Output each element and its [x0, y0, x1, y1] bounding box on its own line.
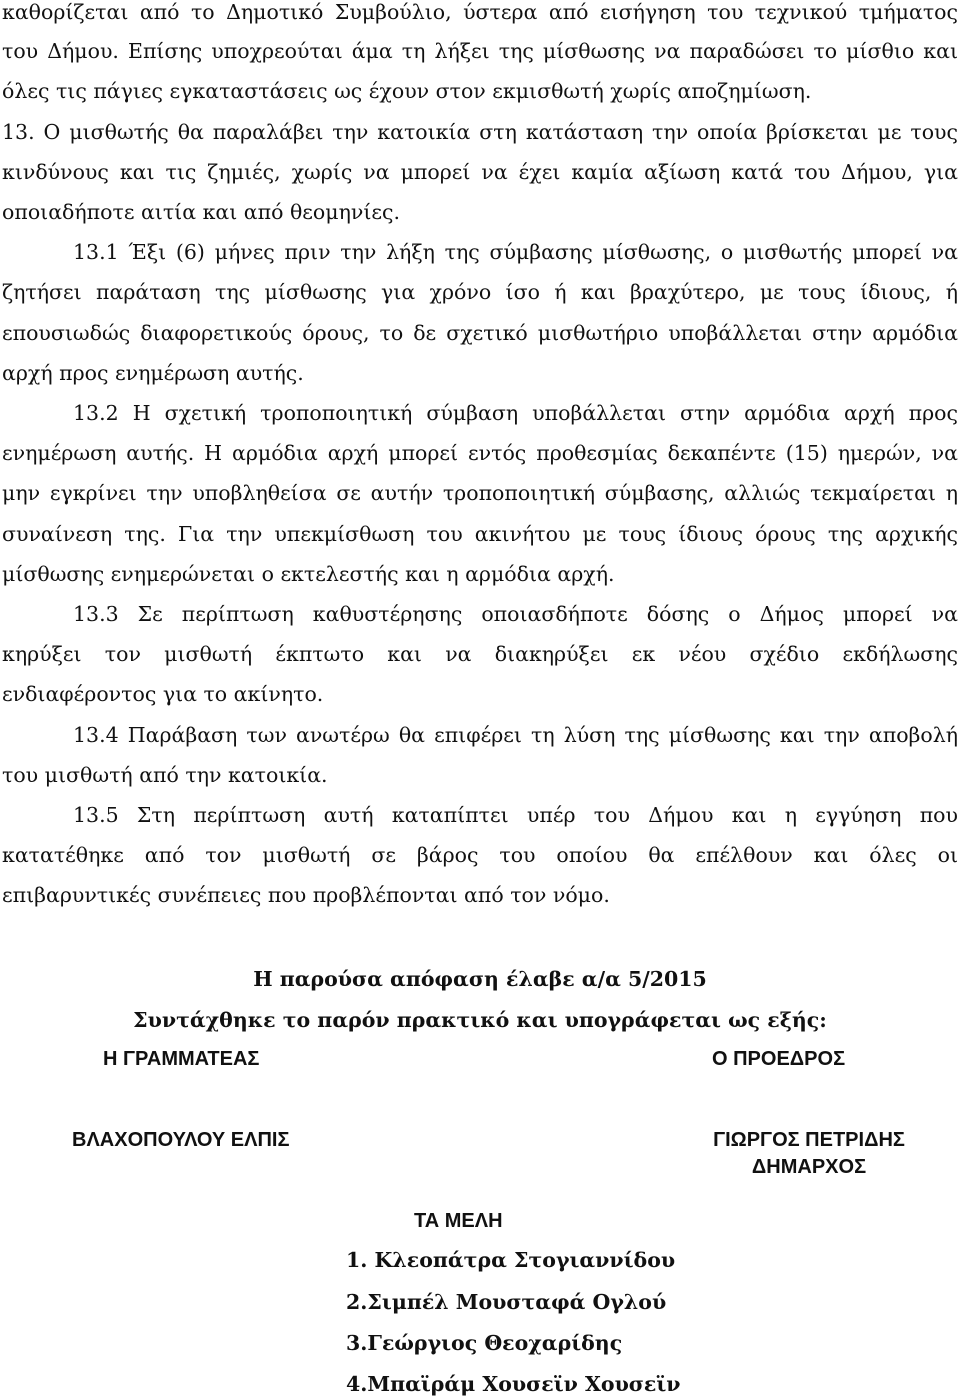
body-line: 13.1 Έξι (6) μήνες πριν την λήξη της σύμβασης μίσθωσης, ο μισθωτής μπορεί να	[73, 240, 958, 264]
body-line: καθορίζεται από το Δημοτικό Συμβούλιο, ύστερα από εισήγηση του τεχνικού τμήματος	[2, 0, 958, 24]
members-title: ΤΑ ΜΕΛΗ	[414, 1210, 503, 1232]
body-line: επιβαρυντικές συνέπειες που προβλέπονται από τον νόμο.	[2, 883, 610, 907]
body-line: μίσθωσης ενημερώνεται ο εκτελεστής και η αρμόδια αρχή.	[2, 562, 615, 586]
member-item: 4.Μπαϊράμ Χουσεϊν Χουσεϊν	[346, 1372, 681, 1396]
body-line: του Δήμου. Επίσης υποχρεούται άμα τη λήξει της μίσθωσης να παραδώσει το μίσθιο και	[2, 39, 958, 63]
signature-line: Συντάχθηκε το παρόν πρακτικό και υπογράφεται ως εξής:	[133, 1008, 827, 1032]
body-line: κινδύνους και τις ζημιές, χωρίς να μπορεί να έχει καμία αξίωση κατά του Δήμου, για	[2, 160, 958, 184]
president-name: ΓΙΩΡΓΟΣ ΠΕΤΡΙΔΗΣ	[713, 1129, 905, 1151]
body-line: κατατέθηκε από τον μισθωτή σε βάρος του οποίου θα επέλθουν και όλες οι	[2, 843, 958, 867]
body-line: κηρύξει τον μισθωτή έκπτωτο και να διακηρύξει εκ νέου σχέδιο εκδήλωσης	[2, 642, 958, 666]
member-item: 3.Γεώργιος Θεοχαρίδης	[346, 1331, 623, 1355]
body-line: συναίνεση της. Για την υπεκμίσθωση του ακινήτου με τους ίδιους όρους της αρχικής	[2, 522, 958, 546]
decision-line: Η παρούσα απόφαση έλαβε α/α 5/2015	[253, 967, 707, 991]
president-role: ΔΗΜΑΡΧΟΣ	[751, 1156, 867, 1178]
body-line: επουσιωδώς διαφορετικούς όρους, το δε σχετικό μισθωτήριο υποβάλλεται στην αρμόδια	[2, 321, 958, 345]
body-line: ενδιαφέροντος για το ακίνητο.	[2, 682, 324, 706]
secretary-title: Η ΓΡΑΜΜΑΤΕΑΣ	[103, 1048, 260, 1070]
body-line: 13.2 Η σχετική τροποποιητική σύμβαση υποβάλλεται στην αρμόδια αρχή προς	[73, 401, 958, 425]
president-title: Ο ΠΡΟΕΔΡΟΣ	[712, 1048, 846, 1070]
member-item: 1. Κλεοπάτρα Στογιαννίδου	[346, 1248, 676, 1272]
body-line: ζητήσει παράταση της μίσθωσης για χρόνο ίσο ή και βραχύτερο, με τους ίδιους, ή	[2, 280, 958, 304]
body-line: ενημέρωση αυτής. Η αρμόδια αρχή μπορεί εντός προθεσμίας δεκαπέντε (15) ημερών, να	[2, 441, 958, 465]
body-line: οποιαδήποτε αιτία και από θεομηνίες.	[2, 200, 400, 224]
body-line: μην εγκρίνει την υποβληθείσα σε αυτήν τροποποιητική σύμβασης, αλλιώς τεκμαίρεται η	[2, 481, 958, 505]
body-line: αρχή προς ενημέρωση αυτής.	[2, 361, 304, 385]
body-line: 13.4 Παράβαση των ανωτέρω θα επιφέρει τη λύση της μίσθωσης και την αποβολή	[73, 723, 958, 747]
body-line: του μισθωτή από την κατοικία.	[2, 763, 328, 787]
secretary-name: ΒΛΑΧΟΠΟΥΛΟΥ ΕΛΠΙΣ	[72, 1129, 290, 1151]
body-line: όλες τις πάγιες εγκαταστάσεις ως έχουν στον εκμισθωτή χωρίς αποζημίωση.	[2, 79, 812, 103]
body-line: 13.3 Σε περίπτωση καθυστέρησης οποιασδήποτε δόσης ο Δήμος μπορεί να	[73, 602, 958, 626]
body-line: 13. Ο μισθωτής θα παραλάβει την κατοικία στη κατάσταση την οποία βρίσκεται με τους	[2, 120, 958, 144]
member-item: 2.Σιμπέλ Μουσταφά Ογλού	[346, 1290, 667, 1314]
body-line: 13.5 Στη περίπτωση αυτή καταπίπτει υπέρ του Δήμου και η εγγύηση που	[73, 803, 958, 827]
